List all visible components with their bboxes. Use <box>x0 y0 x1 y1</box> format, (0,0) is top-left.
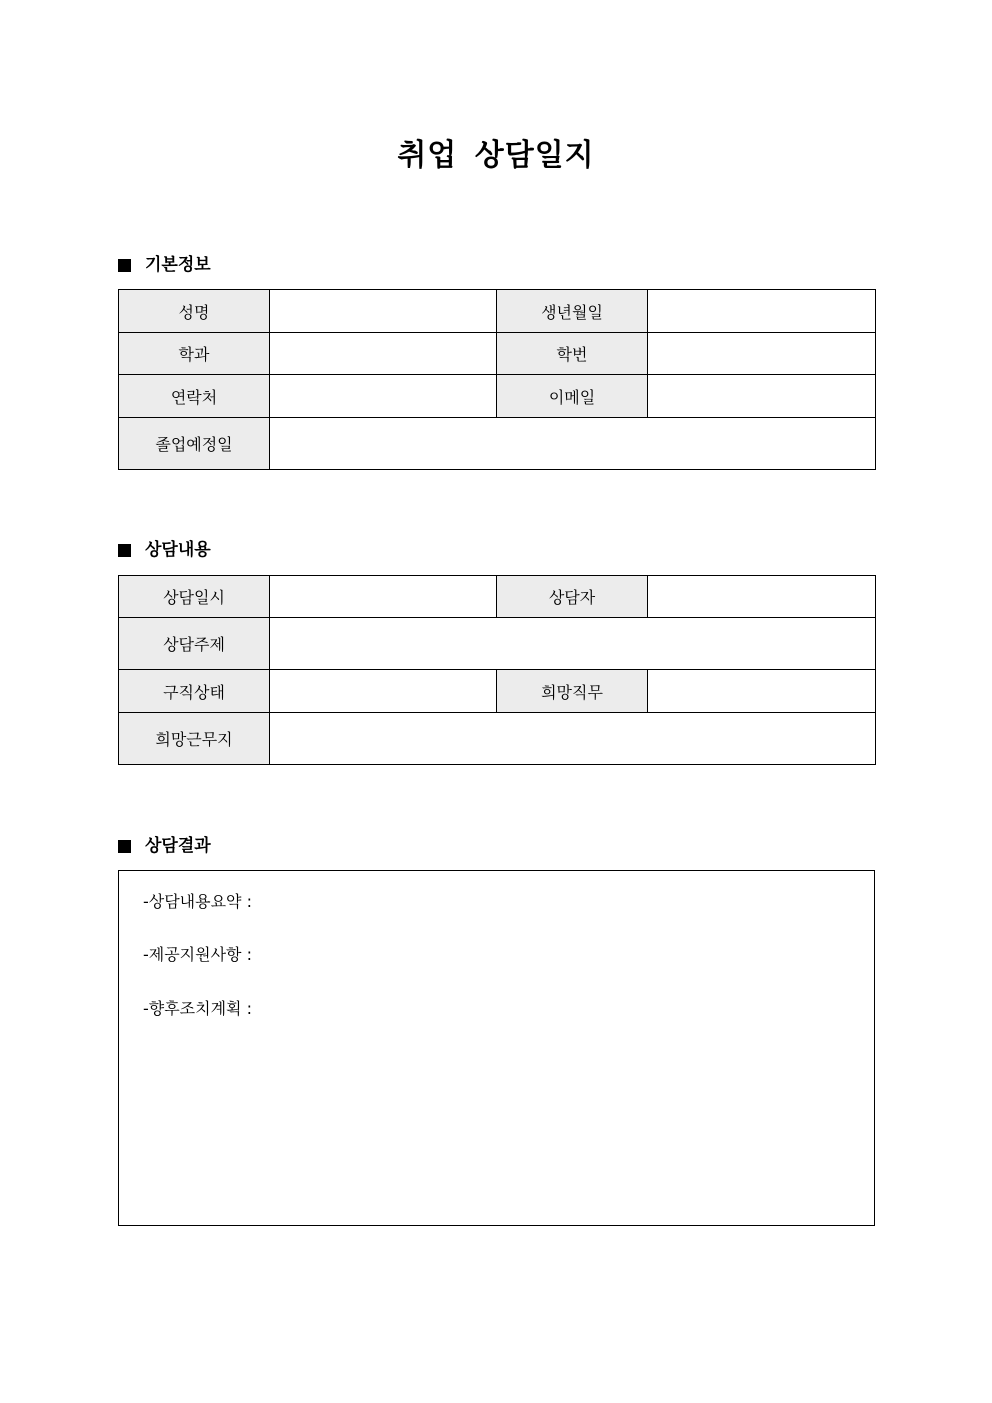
section-title-basic-info: 기본정보 <box>145 255 211 275</box>
birth-date-label: 생년월일 <box>497 290 648 333</box>
graduation-date-label: 졸업예정일 <box>119 418 270 470</box>
contact-label: 연락처 <box>119 375 270 418</box>
table-row <box>119 375 876 418</box>
page-title: 취업 상담일지 <box>397 138 595 173</box>
basic-info-table <box>118 289 876 470</box>
consult-result-box[interactable] <box>118 870 875 1226</box>
table-row <box>119 290 876 333</box>
table-row <box>119 618 876 670</box>
square-bullet-icon <box>118 840 131 853</box>
email-field[interactable] <box>648 375 876 418</box>
table-row <box>119 333 876 375</box>
email-label: 이메일 <box>497 375 648 418</box>
graduation-date-field[interactable] <box>270 418 876 470</box>
consult-topic-field[interactable] <box>270 618 876 670</box>
table-row <box>119 418 876 470</box>
desired-location-label: 희망근무지 <box>119 713 270 765</box>
desired-job-label: 희망직무 <box>497 670 648 713</box>
summary-label: -상담내용요약 : <box>143 892 252 911</box>
department-label: 학과 <box>119 333 270 375</box>
section-title-consult: 상담내용 <box>145 540 211 560</box>
table-row <box>119 576 876 618</box>
birth-date-field[interactable] <box>648 290 876 333</box>
desired-job-field[interactable] <box>648 670 876 713</box>
name-field[interactable] <box>270 290 497 333</box>
contact-field[interactable] <box>270 375 497 418</box>
counselor-label: 상담자 <box>497 576 648 618</box>
student-id-field[interactable] <box>648 333 876 375</box>
table-row <box>119 670 876 713</box>
section-heading-basic-info <box>118 253 211 277</box>
section-heading-result <box>118 834 211 858</box>
name-label: 성명 <box>119 290 270 333</box>
student-id-label: 학번 <box>497 333 648 375</box>
job-status-label: 구직상태 <box>119 670 270 713</box>
support-label: -제공지원사항 : <box>143 945 252 964</box>
counselor-field[interactable] <box>648 576 876 618</box>
section-title-result: 상담결과 <box>145 836 211 856</box>
consult-topic-label: 상담주제 <box>119 618 270 670</box>
square-bullet-icon <box>118 544 131 557</box>
section-heading-consult <box>118 538 211 562</box>
consult-table <box>118 575 876 765</box>
consult-datetime-field[interactable] <box>270 576 497 618</box>
table-row <box>119 713 876 765</box>
desired-location-field[interactable] <box>270 713 876 765</box>
square-bullet-icon <box>118 259 131 272</box>
followup-label: -향후조치계획 : <box>143 999 252 1018</box>
department-field[interactable] <box>270 333 497 375</box>
job-status-field[interactable] <box>270 670 497 713</box>
consult-datetime-label: 상담일시 <box>119 576 270 618</box>
